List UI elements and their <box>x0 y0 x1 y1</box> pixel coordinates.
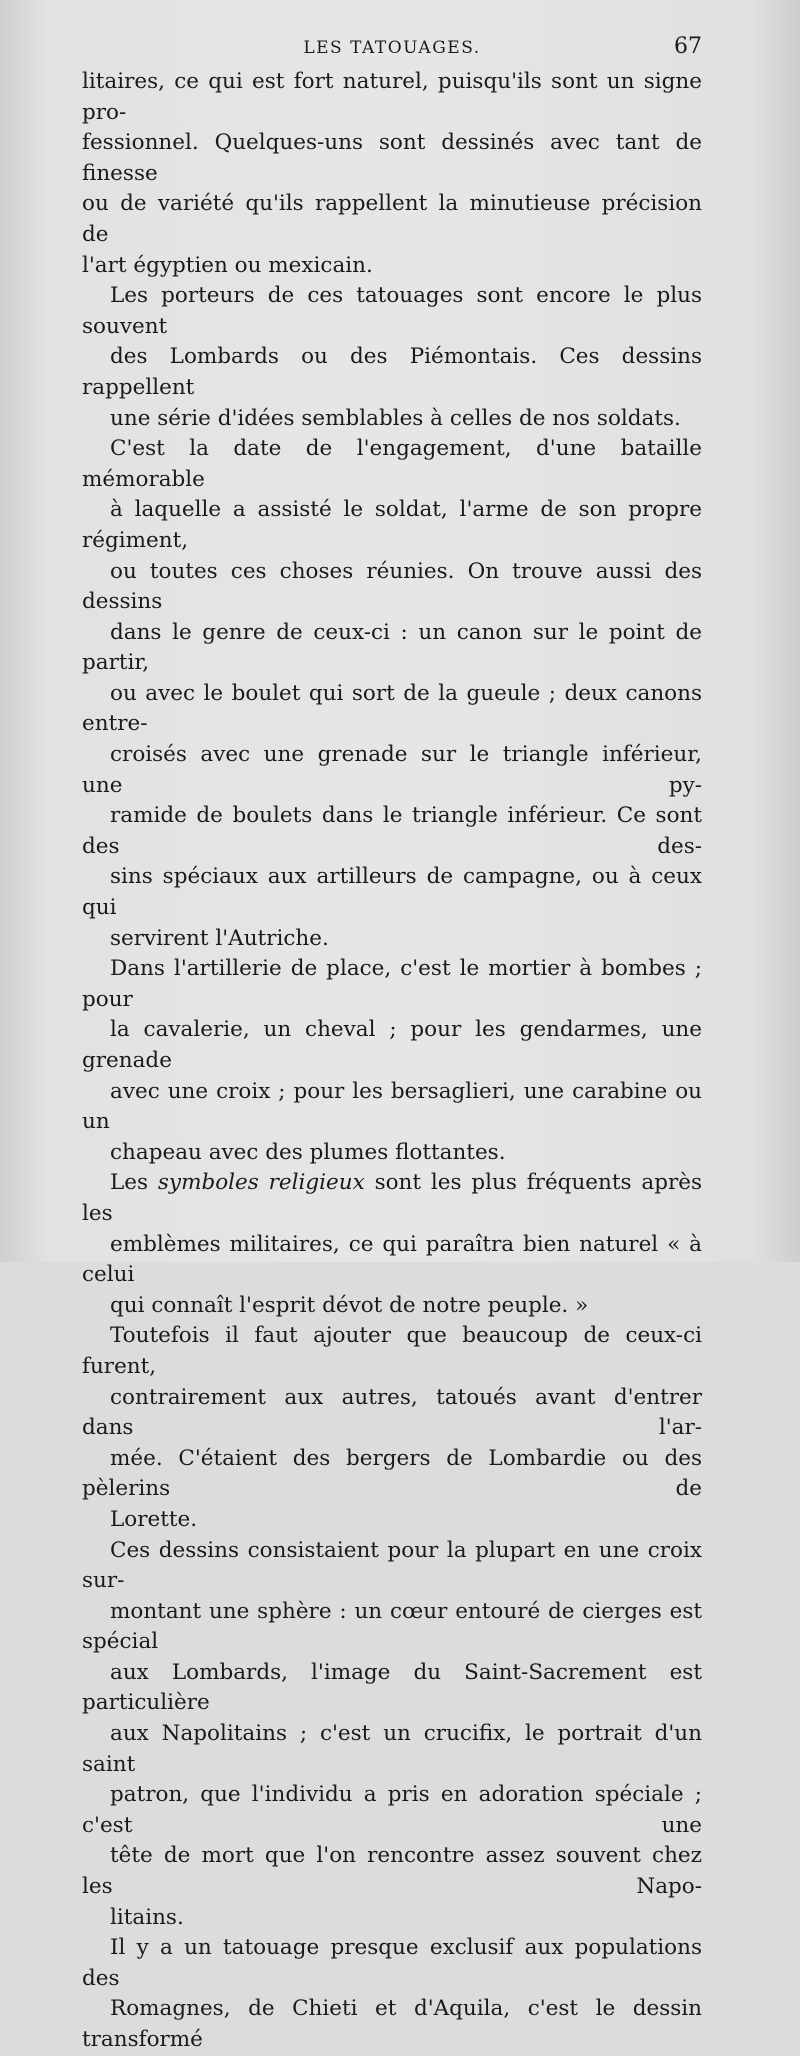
text-line: Lorette. <box>110 1506 198 1532</box>
text-line: Toutefois il faut ajouter que beaucoup de ceux-ci furent, <box>82 1323 702 1379</box>
text-line: dans le genre de ceux-ci : un canon sur le point de partir, <box>82 619 702 676</box>
text-line: ou avec le boulet qui sort de la gueule ; deux canons entre- <box>82 680 702 737</box>
text-line: l'art égyptien ou mexicain. <box>82 252 373 278</box>
text-line: Ces dessins consistaient pour la plupart en une croix sur- <box>82 1537 702 1594</box>
text-line: C'est la date de l'engagement, d'une bataille mémorable <box>82 436 702 492</box>
text-line <box>82 1291 702 1322</box>
text-line: Romagnes, de Chieti et d'Aquila, c'est le dessin transformé <box>82 1996 702 2052</box>
text-line: Les porteurs de ces tatouages sont encore le plus souvent <box>82 283 702 339</box>
text-line: ramide de boulets dans le triangle inférieur. Ce sont des des- <box>82 803 702 859</box>
paragraph-p3 <box>82 434 702 954</box>
text-line: litaires, ce qui est fort naturel, puisqu'ils sont un signe pro- <box>82 69 702 125</box>
text-line: des Lombards ou des Piémontais. Ces dessins rappellent <box>82 344 702 400</box>
text-line: la cavalerie, un cheval ; pour les gendarmes, une grenade <box>82 1017 702 1073</box>
text-line: croisés avec une grenade sur le triangle inférieur, une py- <box>82 742 702 798</box>
text-line: contrairement aux autres, tatoués avant d'entrer dans l'ar- <box>82 1384 702 1441</box>
text-line: servirent l'Autriche. <box>110 925 329 951</box>
paragraph-p5 <box>82 1168 702 1321</box>
page-number: 67 <box>674 34 702 59</box>
text-segment: Les <box>110 1170 158 1196</box>
text-segment: qui connaît l'esprit dévot de notre peuple. » <box>110 1292 589 1318</box>
page-header <box>82 34 702 64</box>
text-line: avec une croix ; pour les bersaglieri, une carabine ou un <box>82 1078 702 1135</box>
text-line: fessionnel. Quelques-uns sont dessinés avec tant de finesse <box>82 130 702 186</box>
running-title: LES TATOUAGES. <box>303 38 481 58</box>
paragraph-p2 <box>82 281 702 434</box>
text-line: ou toutes ces choses réunies. On trouve aussi des dessins <box>82 558 702 615</box>
text-line: aux Lombards, l'image du Saint-Sacrement est particulière <box>82 1659 702 1716</box>
text-line <box>82 1168 702 1229</box>
paragraph-p6 <box>82 1321 702 1535</box>
body-text <box>82 67 702 2056</box>
paragraph-p4 <box>82 954 702 1168</box>
text-line: chapeau avec des plumes flottantes. <box>110 1139 506 1165</box>
text-line: montant une sphère : un cœur entouré de cierges est spécial <box>82 1598 702 1655</box>
text-line: sins spéciaux aux artilleurs de campagne, ou à ceux qui <box>82 864 702 921</box>
paragraph-p7 <box>82 1536 702 1934</box>
paragraph-p8 <box>82 1933 702 2055</box>
text-line: mée. C'étaient des bergers de Lombardie ou des pèlerins de <box>82 1445 702 1502</box>
text-line: Dans l'artillerie de place, c'est le mortier à bombes ; pour <box>82 956 702 1012</box>
paragraph-p1 <box>82 67 702 281</box>
text-line: tête de mort que l'on rencontre assez souvent chez les Napo- <box>82 1843 702 1900</box>
text-line: ou de variété qu'ils rappellent la minutieuse précision de <box>82 191 702 247</box>
italic-phrase: symboles religieux <box>157 1170 365 1196</box>
text-line: Il y a un tatouage presque exclusif aux populations des <box>82 1935 702 1991</box>
text-line: à laquelle a assisté le soldat, l'arme de son propre régiment, <box>82 497 702 553</box>
text-line: aux Napolitains ; c'est un crucifix, le portrait d'un saint <box>82 1721 702 1777</box>
text-line <box>82 1230 702 1291</box>
text-segment: emblèmes militaires, ce qui paraîtra bien naturel « à celui <box>82 1231 702 1288</box>
text-line: une série d'idées semblables à celles de nos soldats. <box>110 405 681 431</box>
text-line: litains. <box>110 1904 184 1930</box>
text-segment: sont les plus fréquents après les <box>82 1170 702 1226</box>
text-line: patron, que l'individu a pris en adoration spéciale ; c'est une <box>82 1782 702 1838</box>
